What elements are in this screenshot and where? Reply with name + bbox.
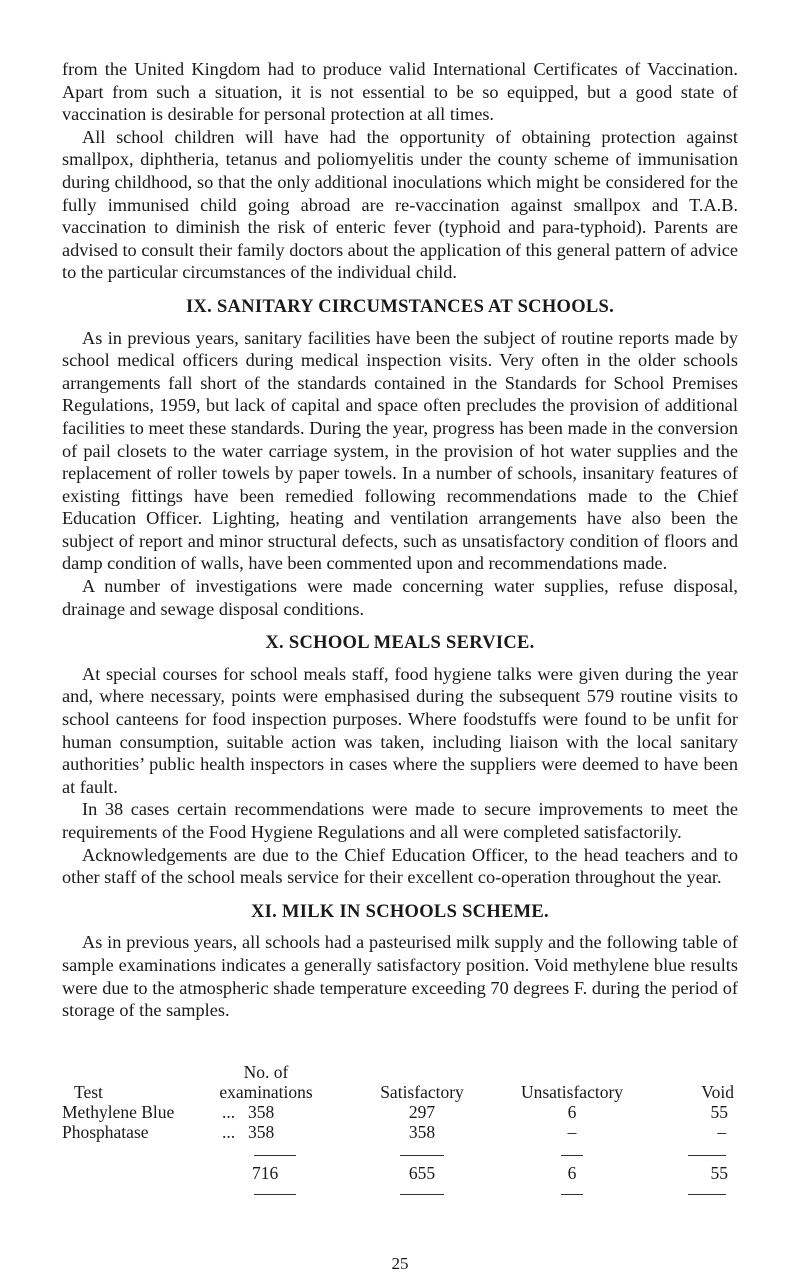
paragraph: from the United Kingdom had to produce valid International Certificates of Vaccination. Apart from such a situation, it is not essential to be so equipped, but a good state of vaccination is desirable for personal protection at all times. xyxy=(62,59,738,125)
table-cell-satisfactory: 358 xyxy=(408,1122,436,1142)
table-header-exams-line1: No. of xyxy=(243,1062,289,1082)
paragraph: A number of investigations were made concerning water supplies, refuse disposal, drainage and sewage disposal conditions. xyxy=(62,576,738,619)
paragraph: As in previous years, sanitary facilities have been the subject of routine reports made by school medical officers during medical inspection visits. Very often in the older schools arrangements fall short of the standards contained in the Standards for School Premises Regulations, 1959, but lack of capital and space often precludes the provision of additional facilities to meet these standards. During the year, progress has been made in the conversion of pail closets to the water carriage system, in the provision of hot water supplies and the replacement of roller towels by paper towels. In a number of schools, insanitary features of existing fittings have been remedied following recommendations made to the Chief Education Officer. Lighting, heating and ventilation arrangements have also been the subject of report and minor structural defects, such as unsatisfactory condition of floors and damp condition of walls, have been commented upon and recommendations made. xyxy=(62,327,738,574)
paragraph: At special courses for school meals staff, food hygiene talks were given during the year and, where necessary, points were emphasised during the subsequent 579 routine visits to school canteens for food inspection purposes. Where foodstuffs were found to be unfit for human consumption, suitable action was taken, including liaison with the local sanitary authorities’ public health inspectors in cases where the suppliers were deemed to have been at fault. xyxy=(62,663,738,797)
section-heading-x: X. SCHOOL MEALS SERVICE. xyxy=(265,633,535,654)
paragraph: All school children will have had the opportunity of obtaining protection against smallpox, diphtheria, tetanus and poliomyelitis under the county scheme of immunisation during childhood, so that the only additional inoculations which might be considered for the fully immunised child going abroad are re-vaccination against smallpox and T.A.B. vaccination to diminish the risk of enteric fever (typhoid and para-typhoid). Parents are advised to consult their family doctors about the application of this general pattern of advice to the particular circumstances of the individual child. xyxy=(62,126,738,283)
table-rule xyxy=(561,1155,583,1156)
table-cell-dots: ... xyxy=(222,1122,236,1142)
table-header-test: Test xyxy=(74,1082,103,1102)
table-rule xyxy=(561,1194,583,1195)
table-rule xyxy=(688,1194,726,1195)
table-header-void: Void xyxy=(701,1082,734,1102)
table-header-exams-line2: examinations xyxy=(219,1082,313,1102)
table-rule xyxy=(254,1155,296,1156)
table-cell-test: Phosphatase xyxy=(62,1122,149,1142)
section-heading-ix: IX. SANITARY CIRCUMSTANCES AT SCHOOLS. xyxy=(185,296,615,317)
table-cell-unsatisfactory: – xyxy=(567,1122,577,1142)
table-total-exams: 716 xyxy=(252,1163,279,1183)
paragraph: In 38 cases certain recommendations were made to secure improvements to meet the requirements of the Food Hygiene Regulations and all were completed satisfactorily. xyxy=(62,799,738,842)
table-cell-void: 55 xyxy=(710,1102,728,1122)
paragraph: Acknowledgements are due to the Chief Education Officer, to the head teachers and to other staff of the school meals service for their excellent co-operation throughout the year. xyxy=(62,844,738,888)
table-rule xyxy=(254,1194,296,1195)
table-cell-unsatisfactory: 6 xyxy=(567,1102,577,1122)
table-rule xyxy=(688,1155,726,1156)
table-total-void: 55 xyxy=(710,1163,728,1183)
table-cell-void: – xyxy=(717,1122,726,1142)
table-cell-satisfactory: 297 xyxy=(408,1102,436,1122)
table-cell-test: Methylene Blue xyxy=(62,1102,175,1122)
table-rule xyxy=(400,1155,444,1156)
table-total-unsatisfactory: 6 xyxy=(567,1163,577,1183)
table-header-satisfactory: Satisfactory xyxy=(380,1082,464,1102)
table-cell-exams: 358 xyxy=(248,1102,275,1122)
body-text xyxy=(62,58,738,1022)
table-total-satisfactory: 655 xyxy=(408,1163,436,1183)
paragraph: As in previous years, all schools had a pasteurised milk supply and the following table of sample examinations indicates a generally satisfactory position. Void methylene blue results were due to the atmospheric shade temperature exceeding 70 degrees F. during the period of storage of the samples. xyxy=(62,932,738,1021)
table-cell-dots: ... xyxy=(222,1102,236,1122)
section-heading-xi: XI. MILK IN SCHOOLS SCHEME. xyxy=(251,901,549,922)
table-rule xyxy=(400,1194,444,1195)
table-header-unsatisfactory: Unsatisfactory xyxy=(520,1082,624,1102)
page-number: 25 xyxy=(391,1254,409,1273)
table-cell-exams: 358 xyxy=(248,1122,275,1142)
